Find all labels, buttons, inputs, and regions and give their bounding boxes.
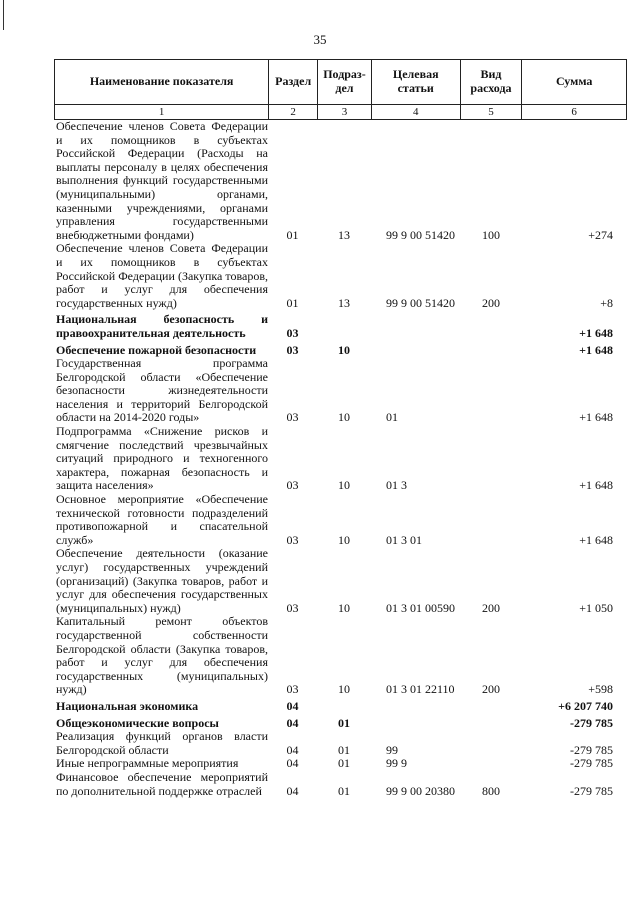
row-name: Основное мероприятие «Обеспечение технической готовности подразделений противопожарной и спасательной служб» — [56, 492, 268, 547]
row-section: 03 — [286, 410, 299, 425]
margin-mark — [3, 0, 4, 30]
row-sum: +1 648 — [579, 532, 613, 547]
row-target: 99 9 00 51420 — [386, 227, 455, 242]
row-target — [371, 717, 460, 731]
header-expense-type: Вид расхода — [460, 60, 522, 104]
table-row — [54, 357, 627, 425]
row-target: 01 3 01 22110 — [386, 682, 455, 697]
row-name: Общеэкономические вопросы — [56, 715, 219, 730]
row-target: 99 — [386, 742, 398, 757]
row-subsection: 10 — [338, 342, 350, 357]
header-sum: Сумма — [521, 60, 626, 104]
row-name: Обеспечение пожарной безопасности — [56, 342, 257, 357]
row-name: Иные непрограммные мероприятия — [56, 756, 239, 771]
row-subsection: 10 — [338, 532, 350, 547]
row-expense-type: 100 — [482, 227, 500, 242]
row-name: Обеспечение членов Совета Федерации и их помощников в субъектах Российской Федерации (Расходы на выплаты персоналу в целях обеспечения выполнения функций государственными (муниципальными) органами, казенными учреждениями, органами управления государственными внебюджетными фондами) — [56, 119, 268, 242]
row-name: Обеспечение членов Совета Федерации и их помощников в субъектах Российской Федерации (Закупка товаров, работ и услуг для обеспечения государственных нужд) — [56, 241, 268, 310]
row-expense-type — [460, 357, 522, 425]
row-target: 99 9 — [386, 756, 407, 771]
row-section: 03 — [286, 342, 299, 357]
row-expense-type — [460, 425, 522, 493]
row-expense-type: 800 — [482, 783, 500, 798]
row-sum: +1 648 — [579, 342, 613, 357]
row-section: 03 — [286, 478, 299, 493]
row-sum: -279 785 — [570, 715, 613, 730]
row-target — [371, 344, 460, 358]
row-expense-type — [460, 757, 522, 771]
row-target — [371, 700, 460, 714]
page-number: 35 — [313, 32, 327, 47]
row-subsection: 10 — [338, 410, 350, 425]
row-expense-type — [460, 493, 522, 547]
row-sum: +8 — [600, 295, 613, 310]
row-name: Подпрограмма «Снижение рисков и смягчение последствий чрезвычайных ситуаций природного и техногенного характера, пожарная безопасность и защита населения» — [56, 424, 268, 493]
row-sum: +1 648 — [579, 410, 613, 425]
row-name: Финансовое обеспечение мероприятий по дополнительной поддержке отраслей — [56, 769, 268, 798]
row-subsection: 13 — [338, 227, 350, 242]
row-target: 01 3 — [386, 478, 407, 493]
table-row — [54, 547, 627, 615]
row-subsection: 01 — [338, 783, 350, 798]
row-expense-type — [460, 313, 522, 340]
table-row — [54, 493, 627, 547]
row-expense-type — [460, 344, 522, 358]
table-row — [54, 120, 627, 242]
table-row — [54, 717, 627, 731]
column-number: 1 — [158, 106, 165, 118]
row-subsection: 10 — [338, 600, 350, 615]
row-subsection: 01 — [338, 715, 350, 730]
column-number: 4 — [371, 105, 460, 119]
row-expense-type: 200 — [482, 600, 500, 615]
row-target: 01 — [386, 410, 398, 425]
row-section: 04 — [286, 742, 299, 757]
row-expense-type — [460, 717, 522, 731]
row-subsection — [317, 700, 371, 714]
table-header — [54, 59, 627, 104]
column-number: 3 — [317, 105, 371, 119]
row-sum: -279 785 — [570, 756, 613, 771]
table-row — [54, 615, 627, 697]
row-sum: -279 785 — [570, 783, 613, 798]
budget-table — [54, 59, 627, 798]
row-name: Капитальный ремонт объектов государственной собственности Белгородской области (Закупка товаров, работ и услуг для обеспечения государственных (муниципальных) нужд) — [56, 614, 268, 697]
row-name: Обеспечение деятельности (оказание услуг) государственных учреждений (организаций) (Закупка товаров, работ и услуг для обеспечения государственных (муниципальных) нужд) — [56, 546, 268, 615]
column-numbers — [54, 104, 627, 120]
row-name: Национальная экономика — [56, 698, 199, 713]
row-section: 03 — [286, 682, 299, 697]
row-subsection: 01 — [338, 756, 350, 771]
table-body — [54, 120, 627, 798]
row-section: 01 — [286, 295, 299, 310]
row-name: Реализация функций органов власти Белгородской области — [56, 729, 268, 757]
row-sum: +1 648 — [579, 325, 613, 340]
column-number: 2 — [268, 105, 317, 119]
row-sum: +274 — [588, 227, 613, 242]
row-subsection: 10 — [338, 478, 350, 493]
column-number: 6 — [521, 105, 626, 119]
row-subsection — [317, 313, 371, 340]
table-row — [54, 730, 627, 757]
table-row — [54, 344, 627, 358]
row-subsection: 10 — [338, 682, 350, 697]
header-name: Наименование показателя — [89, 74, 234, 89]
row-target: 99 9 00 20380 — [386, 783, 455, 798]
row-name: Национальная безопасность и правоохранительная деятельность — [56, 312, 268, 340]
row-name: Государственная программа Белгородской области «Обеспечение безопасности жизнедеятельности населения и территорий Белгородской области на 2014-2020 годы» — [56, 356, 268, 425]
row-target: 01 3 01 00590 — [386, 600, 455, 615]
row-section: 03 — [286, 325, 299, 340]
row-section: 03 — [286, 600, 299, 615]
row-target: 01 3 01 — [386, 532, 422, 547]
row-section: 04 — [286, 783, 299, 798]
row-expense-type — [460, 700, 522, 714]
row-sum: +1 050 — [579, 600, 613, 615]
row-sum: +598 — [588, 682, 613, 697]
row-expense-type: 200 — [482, 295, 500, 310]
row-expense-type — [460, 730, 522, 757]
row-subsection: 13 — [338, 295, 350, 310]
table-row — [54, 425, 627, 493]
row-sum: +6 207 740 — [558, 698, 613, 713]
header-subsection: Подраз- дел — [317, 60, 371, 104]
table-row — [54, 700, 627, 714]
row-expense-type: 200 — [482, 682, 500, 697]
row-section: 03 — [286, 532, 299, 547]
table-row — [54, 242, 627, 310]
row-section: 04 — [286, 698, 299, 713]
row-section: 04 — [286, 756, 299, 771]
header-section: Раздел — [268, 60, 317, 104]
row-target — [371, 313, 460, 340]
header-target: Целевая статьи — [371, 60, 460, 104]
table-row — [54, 313, 627, 340]
row-section: 01 — [286, 227, 299, 242]
row-sum: +1 648 — [579, 478, 613, 493]
row-sum: -279 785 — [570, 742, 613, 757]
row-section: 04 — [286, 715, 299, 730]
column-number: 5 — [460, 105, 522, 119]
row-subsection: 01 — [338, 742, 350, 757]
table-row — [54, 757, 627, 771]
row-target: 99 9 00 51420 — [386, 295, 455, 310]
table-row — [54, 771, 627, 798]
